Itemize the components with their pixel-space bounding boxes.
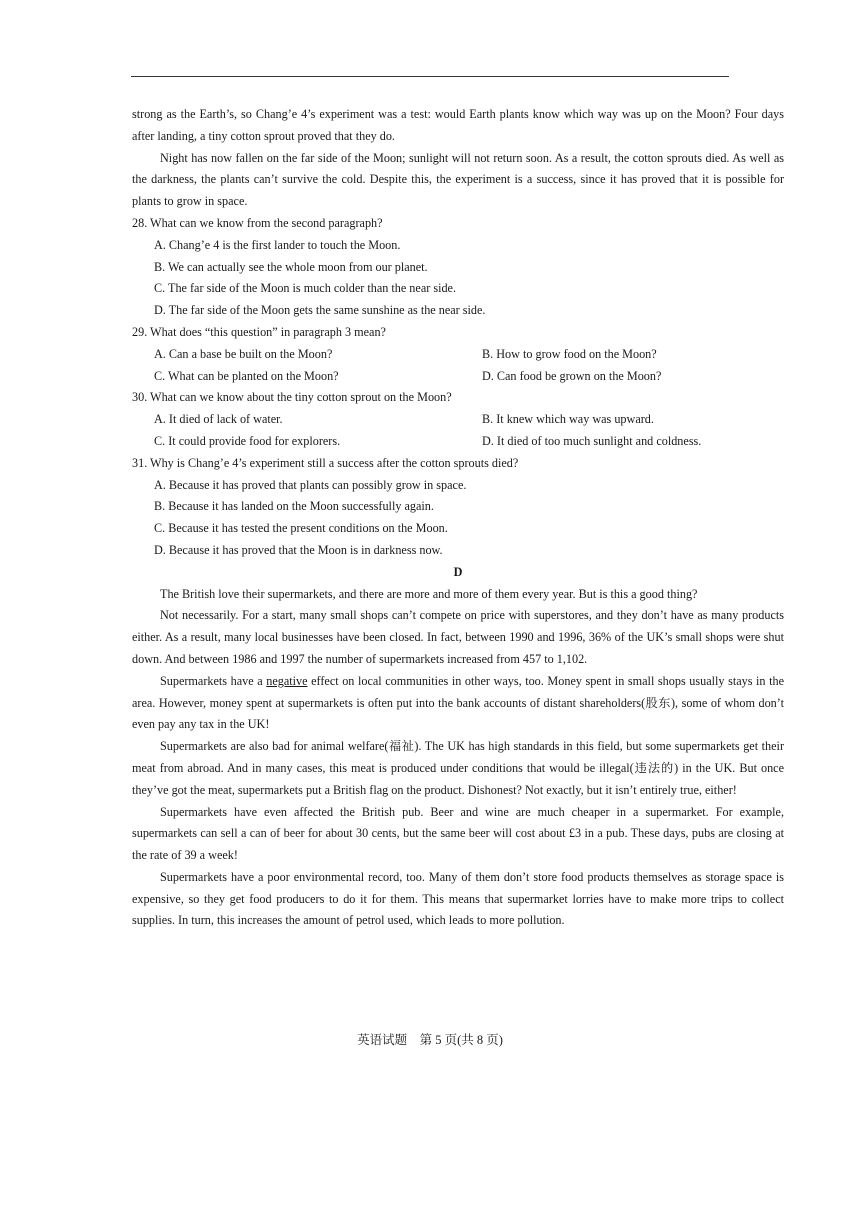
passage-d-paragraph: Not necessarily. For a start, many small shops can’t compete on price with superstores, and they don’t have as many products either. As a result, many local businesses have been closed. In fact, between 1990 and 1996, 36% of the UK’s small shops were shut down. And between 1986 and 1997 the number of supermarkets increased from 457 to 1,102.: [132, 608, 784, 666]
option-a: A. It died of lack of water.: [154, 412, 283, 427]
paragraph-text: effect on local communities in other ways, too. Money spent in small shops usually stays in the area. However, money spent at supermarkets is often put into the bank accounts of distant shareholders(股东), some of whom don’t even pay any tax in the UK!: [132, 673, 785, 732]
passage-c-paragraph: Night has now fallen on the far side of the Moon; sunlight will not return soon. As a result, the cotton sprouts died. As well as the darkness, the plants can’t survive the cold. Despite this, the experiment is a success, since it has proved that it is possible for plants to grow in space.: [132, 150, 784, 209]
option-b: B. It knew which way was upward.: [482, 412, 654, 427]
passage-d-paragraph: Supermarkets have even affected the British pub. Beer and wine are much cheaper in a supermarket. For example, supermarkets can sell a can of beer for about 30 cents, but the same beer will cost about £3 in a pub. These days, pubs are closing at the rate of 39 a week!: [132, 804, 784, 863]
option-d: D. The far side of the Moon gets the same sunshine as the near side.: [154, 303, 486, 318]
question-stem: 30. What can we know about the tiny cotton sprout on the Moon?: [132, 390, 452, 405]
section-title: D: [453, 564, 463, 579]
passage-d-paragraph: Supermarkets have a poor environmental record, too. Many of them don’t store food products themselves as storage space is expensive, so they get food producers to do it for them. This means that supermarket lorries have to make more trips to collect supplies. In turn, this increases the amount of petrol used, which leads to more pollution.: [132, 869, 784, 928]
passage-d-paragraph: [132, 671, 784, 736]
option-a: A. Chang’e 4 is the first lander to touch the Moon.: [154, 237, 401, 252]
question-31: [132, 453, 784, 562]
option-b: B. How to grow food on the Moon?: [482, 346, 657, 361]
question-stem: 29. What does “this question” in paragraph 3 mean?: [132, 324, 386, 339]
option-c: C. It could provide food for explorers.: [154, 433, 341, 448]
underlined-word: negative: [266, 673, 308, 688]
option-d: D. Can food be grown on the Moon?: [482, 368, 662, 383]
passage-d-paragraph: Supermarkets are also bad for animal welfare(福祉). The UK has high standards in this field, but some supermarkets get their meat from abroad. And in many cases, this meat is produced under conditions that would be illegal(违法的) in the UK. But once they’ve got the meat, supermarkets put a British flag on the product. Dishonest? Not exactly, but it isn’t entirely true, either!: [132, 739, 784, 797]
option-d: D. Because it has proved that the Moon is in darkness now.: [154, 542, 443, 557]
option-b: B. We can actually see the whole moon from our planet.: [154, 259, 428, 274]
header-rule: [131, 76, 729, 77]
page-content: [132, 104, 784, 932]
option-row: [132, 431, 784, 453]
option-row: [132, 366, 784, 388]
option-a: A. Can a base be built on the Moon?: [154, 346, 333, 361]
question-28: [132, 213, 784, 322]
question-stem: 28. What can we know from the second paragraph?: [132, 215, 383, 230]
question-30: [132, 387, 784, 452]
question-stem: 31. Why is Chang’e 4’s experiment still a success after the cotton sprouts died?: [132, 455, 519, 470]
option-c: C. What can be planted on the Moon?: [154, 368, 339, 383]
passage-c-paragraph: strong as the Earth’s, so Chang’e 4’s experiment was a test: would Earth plants know which way was up on the Moon? Four days after landing, a tiny cotton sprout proved that they do.: [132, 107, 784, 143]
page-footer: 英语试题 第 5 页(共 8 页): [357, 1033, 503, 1047]
option-d: D. It died of too much sunlight and coldness.: [482, 433, 702, 448]
option-row: [132, 344, 784, 366]
paragraph-text: Supermarkets have a: [160, 673, 267, 688]
option-a: A. Because it has proved that plants can possibly grow in space.: [154, 477, 467, 492]
option-b: B. Because it has landed on the Moon successfully again.: [154, 499, 434, 514]
passage-d-paragraph: The British love their supermarkets, and there are more and more of them every year. But is this a good thing?: [160, 586, 698, 601]
option-c: C. Because it has tested the present conditions on the Moon.: [154, 521, 448, 536]
option-c: C. The far side of the Moon is much colder than the near side.: [154, 281, 457, 296]
option-row: [132, 409, 784, 431]
question-29: [132, 322, 784, 387]
